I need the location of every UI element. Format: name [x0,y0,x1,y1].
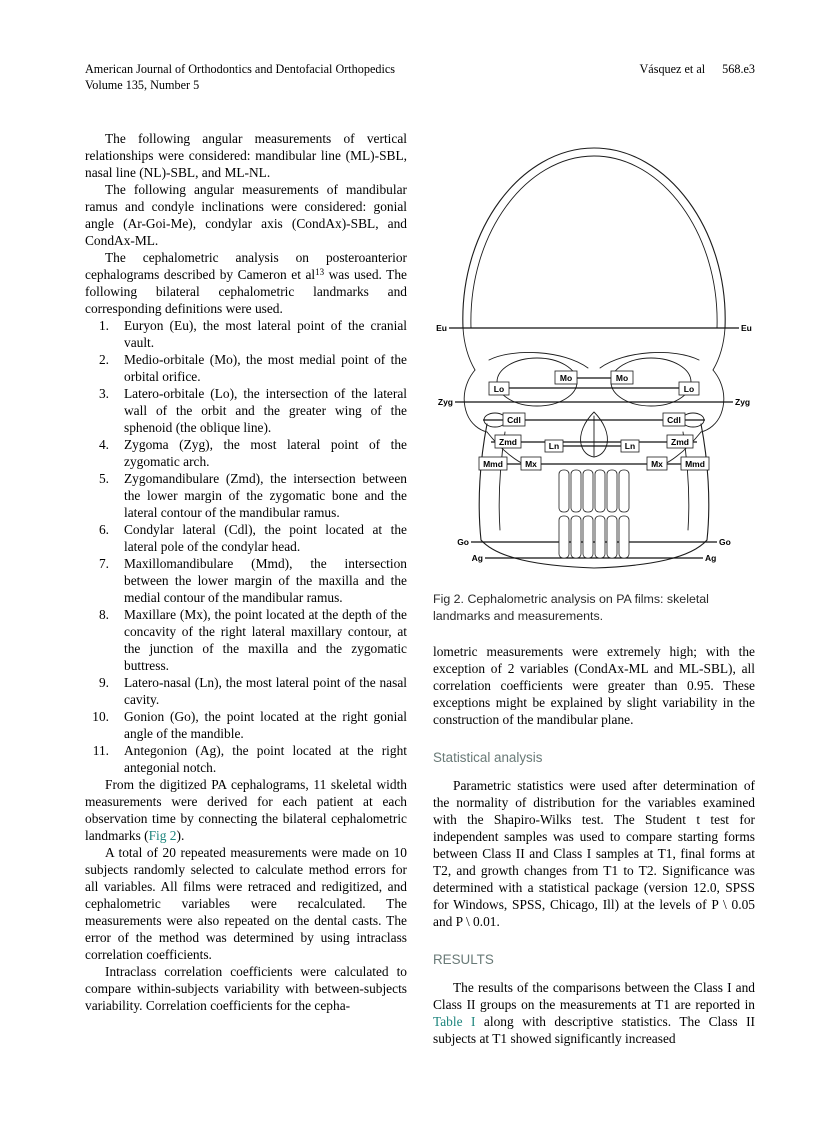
landmark-label-eu-right: Eu [741,323,752,333]
list-item-text: Maxillare (Mx), the point located at the depth of the concavity of the right lateral maxillary contour, at the junction of the maxilla and the zygomatic buttress. [124,607,407,673]
running-head [85,62,755,93]
list-item-text: Latero-nasal (Ln), the most lateral point of the nasal cavity. [124,675,407,707]
page-number: 568.e3 [722,62,755,76]
list-item [85,521,407,555]
list-item-number: 10. [92,709,109,724]
list-item [85,742,407,776]
paragraph-ramus-measurements: The following angular measurements of mandibular ramus and condyle inclinations were considered: gonial angle (Ar-Goi-Me), condylar axis (CondAx)-SBL, and CondAx-ML. [85,182,407,248]
list-item-text: Zygoma (Zyg), the most lateral point of the zygomatic arch. [124,437,407,469]
list-item [85,470,407,521]
landmark-label-ln-right: Ln [624,441,636,451]
list-item [85,555,407,606]
right-column [433,130,755,1047]
left-column [85,130,407,1047]
table1-link[interactable]: Table I [433,1014,476,1029]
figure-2-caption-label: Fig 2. [433,592,464,606]
figure-2 [433,130,755,624]
paragraph-derived-after: ). [176,828,185,843]
journal-issue: Volume 135, Number 5 [85,77,200,92]
orbits [497,358,691,406]
two-column-body [85,130,755,1047]
landmark-label-eu-left: Eu [436,323,447,333]
paragraph-results-after: along with descriptive statistics. The Class II subjects at T1 showed significantly increased [433,1014,755,1046]
paragraph-derived-before: From the digitized PA cephalograms, 11 skeletal width measurements were derived for each patient at each observation time by connecting the bilateral cephalometric landmarks ( [85,777,407,843]
journal-title: American Journal of Orthodontics and Dentofacial Orthopedics [85,62,396,76]
paragraph-cameron-before: The cephalometric analysis on posteroanterior cephalograms described by Cameron et al [85,250,407,282]
nasal-cavity [581,412,608,457]
list-item-number: 5. [98,471,109,486]
list-item-text: Condylar lateral (Cdl), the point located at the lateral pole of the condylar head. [124,522,407,554]
reference-13-link[interactable]: 13 [315,267,325,277]
landmark-label-mo-right: Mo [615,373,629,383]
heading-statistical-analysis: Statistical analysis [433,750,543,765]
list-item [85,708,407,742]
paragraph-cameron-after: was used. The following bilateral cephalometric landmarks and corresponding definitions were used. [85,267,407,316]
teeth [559,470,629,558]
list-item-text: Euryon (Eu), the most lateral point of the cranial vault. [124,318,407,350]
landmark-label-ln-left: Ln [548,441,560,451]
list-item-text: Gonion (Go), the point located at the right gonial angle of the mandible. [124,709,407,741]
authors: Vásquez et al [639,62,706,76]
list-item-number: 4. [98,437,109,452]
list-item-text: Antegonion (Ag), the point located at the right antegonial notch. [124,743,407,775]
list-item [85,436,407,470]
list-item-number: 7. [98,556,109,571]
list-item-number: 8. [98,607,109,622]
landmark-label-zyg-left: Zyg [437,397,453,407]
landmark-label-lo-right: Lo [683,384,695,394]
landmark-label-zmd-left: Zmd [499,437,517,447]
landmark-label-mx-right: Mx [651,459,663,469]
landmark-definition-list [85,317,407,776]
landmark-label-mo-left: Mo [559,373,573,383]
landmark-label-zmd-right: Zmd [671,437,689,447]
fig2-link[interactable]: Fig 2 [148,828,177,843]
page-head-right [640,62,756,78]
paragraph-vertical-measurements: The following angular measurements of vertical relationships were considered: mandibular line (ML)-SBL, nasal line (NL)-SBL, and ML-NL. [85,131,407,180]
landmark-label-go-right: Go [719,537,731,547]
landmark-label-mmd-right: Mmd [685,459,705,469]
landmark-label-cdl-left: Cdl [507,415,521,425]
paragraph-results [433,979,755,1047]
list-item-number: 9. [98,675,109,690]
landmark-label-ag-right: Ag [705,553,717,563]
list-item-number: 3. [98,386,109,401]
cranial-vault-outline [463,148,725,370]
list-item [85,674,407,708]
landmark-label-mx-left: Mx [525,459,537,469]
skull-pa-cephalogram-diagram [433,130,755,580]
list-item-number: 2. [98,352,109,367]
paragraph-statistical-analysis: Parametric statistics were used after determination of the normality of distribution for the variables examined with the Shapiro-Wilks test. The Student t test for independent samples was used to compare starting forms between Class II and Class I samples at T1, final forms at T2, and growth changes from T1 to T2. Significance was determined with a statistical package (version 12.0, SPSS for Windows, SPSS, Chicago, Ill) at the levels of P \ 0.05 and P \ 0.01. [433,778,755,929]
list-item-text: Medio-orbitale (Mo), the most medial point of the orbital orifice. [124,352,407,384]
list-item-text: Latero-orbitale (Lo), the intersection of the lateral wall of the orbit and the greater wing of the sphenoid (the oblique line). [124,386,407,435]
landmark-label-cdl-right: Cdl [667,415,681,425]
list-item [85,351,407,385]
list-item [85,317,407,351]
heading-results: RESULTS [433,952,494,967]
list-item-text: Zygomandibulare (Zmd), the intersection between the lower margin of the zygomatic bone and the lateral contour of the mandibular ramus. [124,471,407,520]
landmark-label-lo-left: Lo [493,384,505,394]
paragraph-correlation-continuation: lometric measurements were extremely high; with the exception of 2 variables (CondAx-ML and ML-SBL), all correlation coefficients were greater than 0.95. These exceptions might be explained by slight variability in the construction of the mandibular plane. [433,644,755,727]
paragraph-cameron [85,249,407,317]
list-item-number: 1. [98,318,109,333]
paragraph-intraclass: Intraclass correlation coefficients were calculated to compare within-subjects variability with between-subjects variability. Correlation coefficients for the cepha- [85,964,407,1013]
figure-2-caption-text: Cephalometric analysis on PA films: skeletal landmarks and measurements. [433,592,709,623]
landmark-label-mmd-left: Mmd [483,459,503,469]
landmark-label-zyg-right: Zyg [735,397,751,407]
list-item-number: 6. [98,522,109,537]
paragraph-results-before: The results of the comparisons between the Class I and Class II groups on the measurements at T1 are reported in [433,980,755,1012]
landmark-label-go-left: Go [457,537,469,547]
list-item-text: Maxillomandibulare (Mmd), the intersection between the lower margin of the maxilla and the medial contour of the mandibular ramus. [124,556,407,605]
journal-title-block [85,62,395,93]
list-item [85,385,407,436]
figure-2-caption [433,591,755,624]
paragraph-method-error: A total of 20 repeated measurements were made on 10 subjects randomly selected to calculate method errors for all variables. All films were retraced and redigitized, and cephalometric variables were recalculated. The measurements were also repeated on the dental casts. The error of the method was determined by using intraclass correlation coefficients. [85,845,407,962]
list-item [85,606,407,674]
list-item-number: 11. [92,743,109,758]
paragraph-derived-measurements [85,776,407,844]
landmark-label-ag-left: Ag [471,553,483,563]
